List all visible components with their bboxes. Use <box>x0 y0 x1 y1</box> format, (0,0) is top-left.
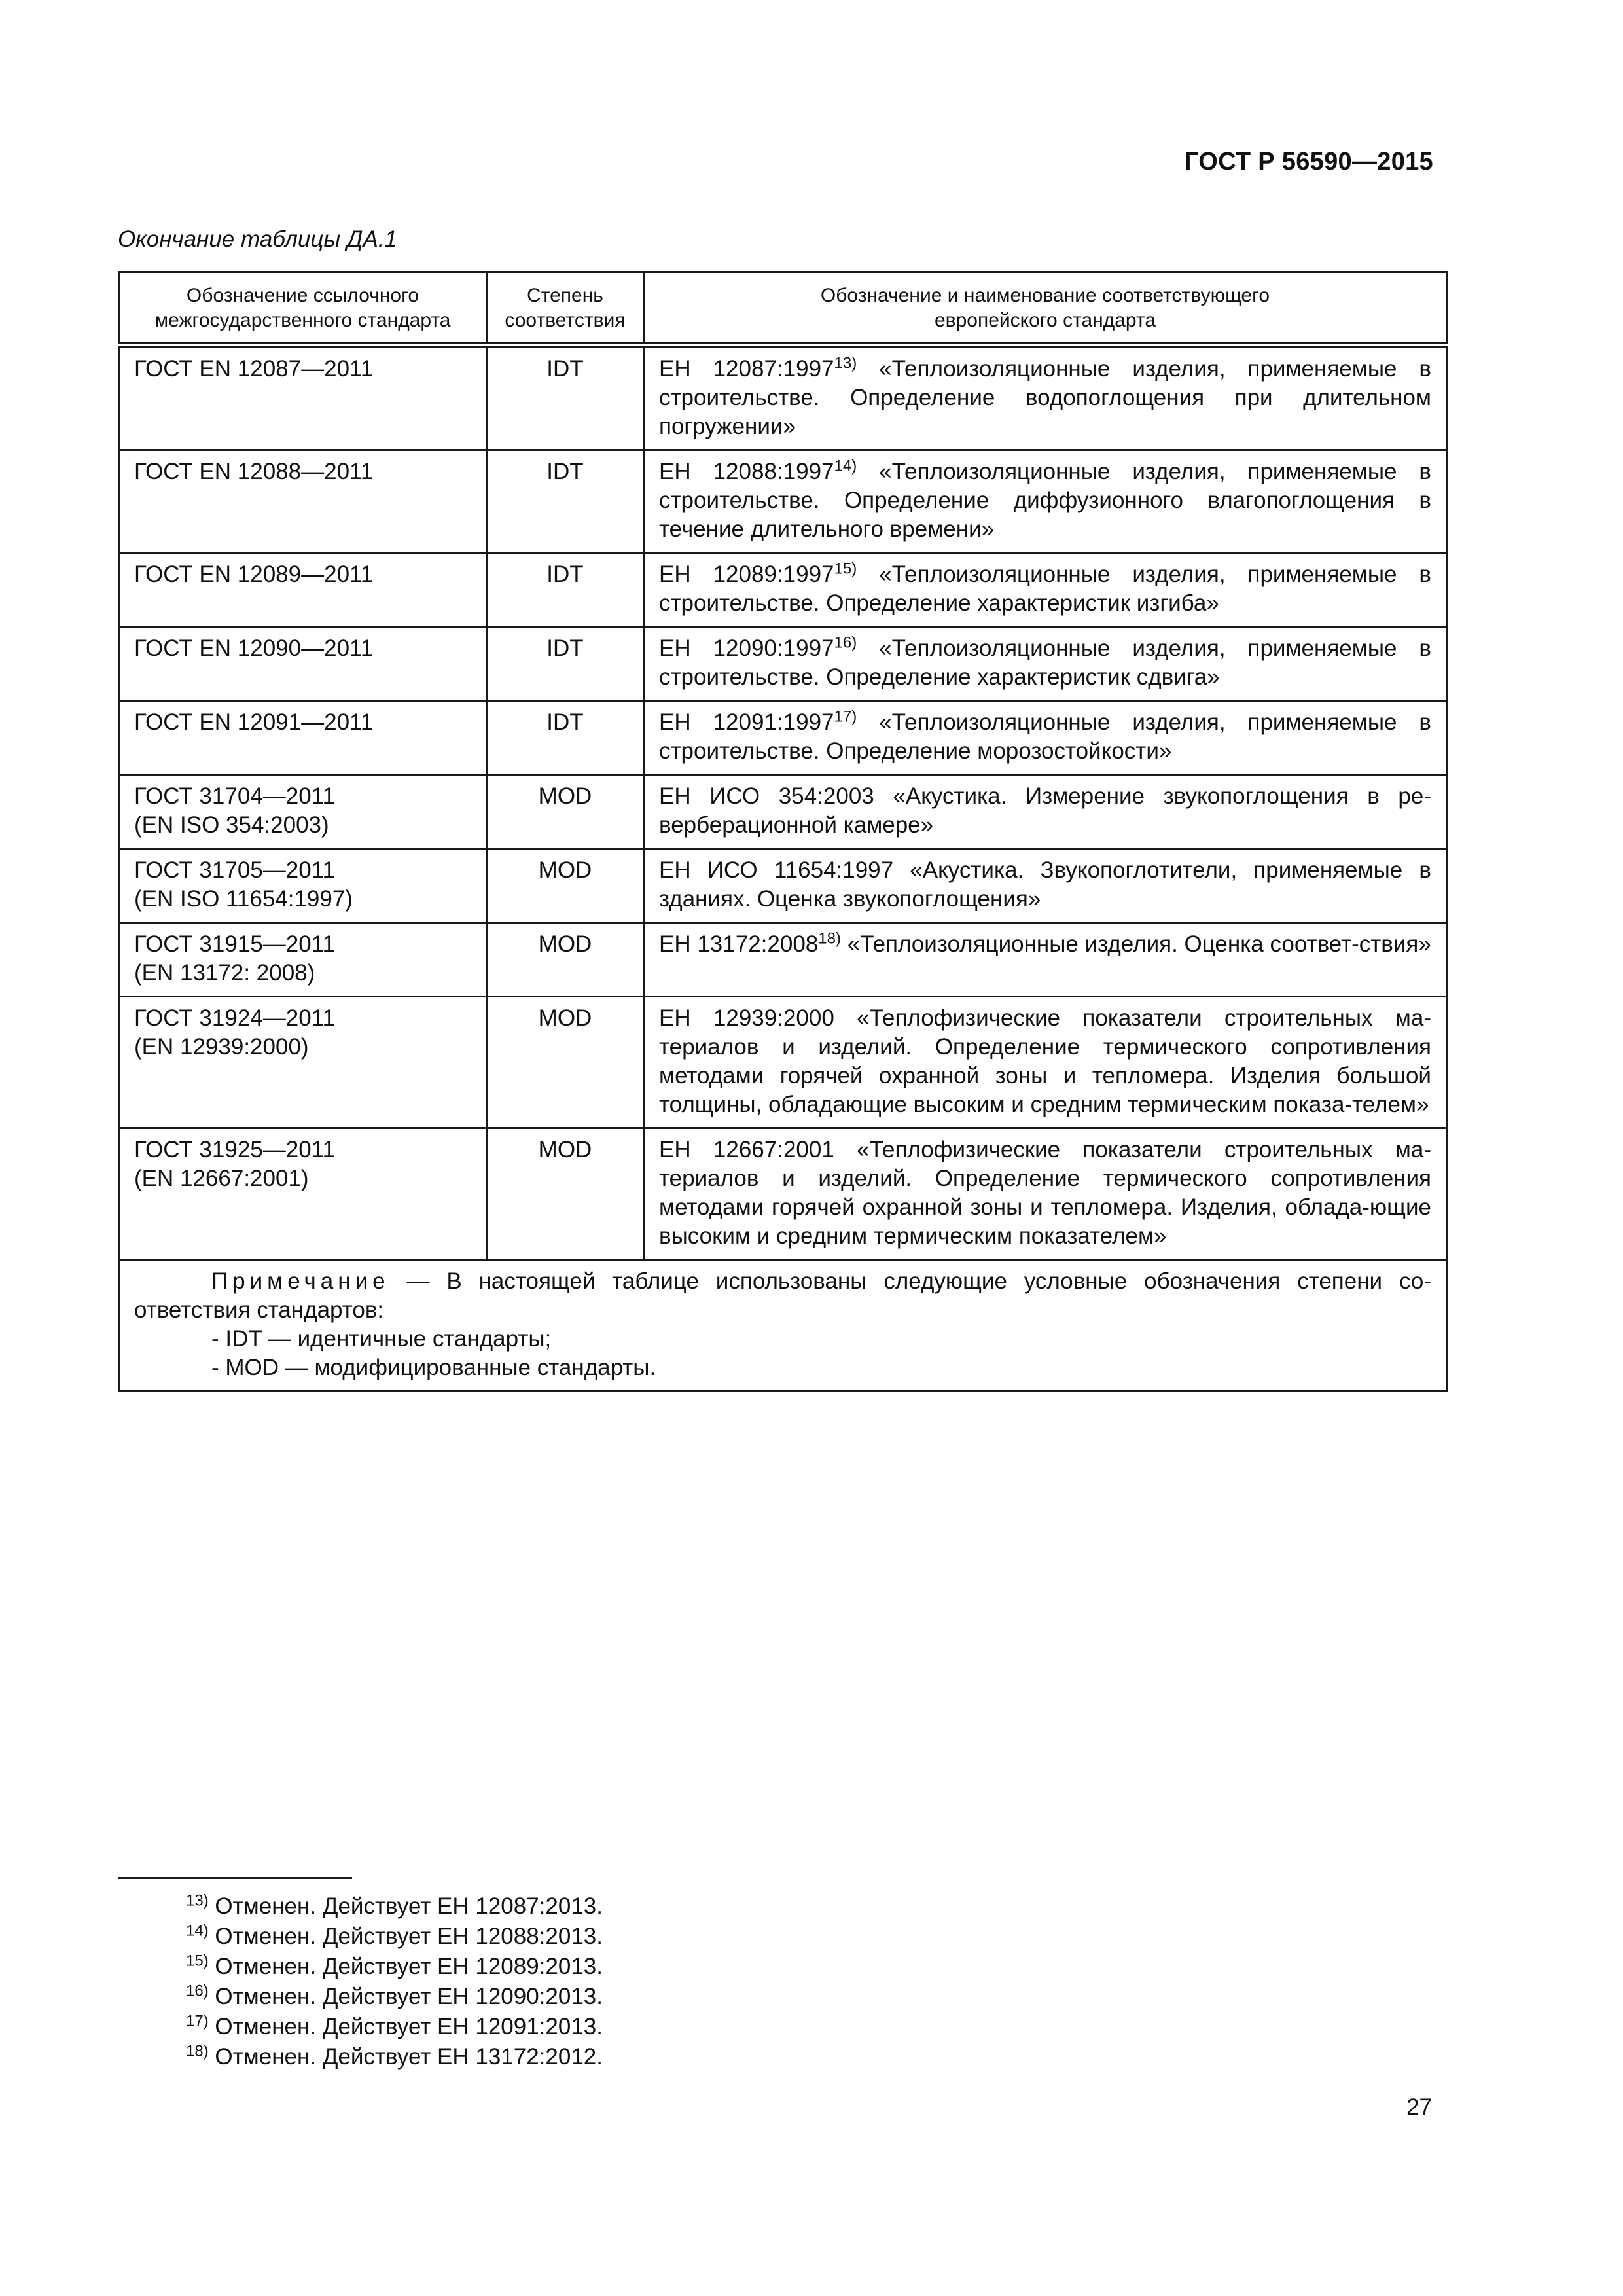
footnote <box>186 1922 603 1952</box>
footnote-number: 14) <box>186 1922 209 1940</box>
european-standard-cell <box>644 923 1447 997</box>
table-row <box>119 923 1447 997</box>
note-item-idt: - IDT — идентичные стандарты; <box>211 1326 552 1352</box>
header-european-standard: Обозначение и наименование соответствующего европейского стандарта <box>644 272 1447 346</box>
compliance-degree-cell: IDT <box>487 553 644 627</box>
footnote-text: Отменен. Действует ЕН 13172:2012. <box>208 2044 603 2070</box>
header-compliance-degree: Степень соответствия <box>487 272 644 346</box>
note-item-mod: - MOD — модифицированные стандарты. <box>211 1355 656 1380</box>
footnote-text: Отменен. Действует ЕН 12087:2013. <box>208 1893 603 1919</box>
table-caption: Окончание таблицы ДА.1 <box>118 226 397 252</box>
footnote-number: 18) <box>186 2042 209 2060</box>
footnote-ref: 17) <box>834 708 857 726</box>
european-standard-cell <box>644 849 1447 923</box>
european-standard-cell <box>644 701 1447 775</box>
reference-standard-cell: ГОСТ 31925—2011 (EN 12667:2001) <box>119 1128 487 1260</box>
en-code: ЕН ИСО 354:2003 <box>659 783 874 809</box>
en-title: «Теплоизоляционные изделия, применяемые в строительстве. Определение диффузионного влагопоглощения в течение длительного времени» <box>659 459 1431 542</box>
european-standard-cell <box>644 997 1447 1128</box>
table-row <box>119 775 1447 849</box>
en-code: ЕН 12089:1997 <box>659 562 834 587</box>
footnote-text: Отменен. Действует ЕН 12090:2013. <box>208 1984 603 2009</box>
en-code: ЕН 12090:1997 <box>659 636 834 661</box>
compliance-degree-cell: MOD <box>487 775 644 849</box>
compliance-degree-cell: MOD <box>487 997 644 1128</box>
footnotes <box>186 1892 603 2072</box>
table-row <box>119 346 1447 450</box>
table-row <box>119 627 1447 701</box>
note-label: Примечание <box>211 1268 390 1294</box>
european-standard-cell <box>644 627 1447 701</box>
footnote <box>186 2012 603 2042</box>
footnote-separator <box>118 1877 352 1879</box>
european-standard-cell <box>644 775 1447 849</box>
en-title: «Акустика. Измерение звукопоглощения в ре-верберационной камере» <box>659 783 1432 838</box>
footnote-ref: 13) <box>834 354 857 372</box>
footnote-text: Отменен. Действует ЕН 12088:2013. <box>208 1924 603 1949</box>
table-row <box>119 997 1447 1128</box>
en-title: «Теплоизоляционные изделия. Оценка соответ-ствия» <box>847 931 1431 957</box>
footnote-number: 17) <box>186 2012 209 2030</box>
en-title: «Теплоизоляционные изделия, применяемые в строительстве. Определение характеристик изгиба» <box>659 562 1431 616</box>
en-title: «Теплоизоляционные изделия, применяемые в строительстве. Определение характеристик сдвига» <box>659 636 1431 690</box>
compliance-degree-cell: IDT <box>487 701 644 775</box>
en-code: ЕН 12091:1997 <box>659 709 834 735</box>
footnote <box>186 1952 603 1982</box>
table-header-row <box>119 272 1447 346</box>
table-row <box>119 553 1447 627</box>
compliance-degree-cell: MOD <box>487 1128 644 1260</box>
compliance-degree-cell: IDT <box>487 627 644 701</box>
footnote-number: 15) <box>186 1952 209 1970</box>
table-note <box>119 1260 1447 1391</box>
compliance-degree-cell: IDT <box>487 450 644 553</box>
table-row <box>119 849 1447 923</box>
en-code: ЕН 12667:2001 <box>659 1137 834 1162</box>
footnote-ref: 18) <box>818 929 841 948</box>
en-title: «Теплоизоляционные изделия, применяемые в строительстве. Определение морозостойкости» <box>659 709 1431 764</box>
table-body <box>119 346 1447 1260</box>
footnote-text: Отменен. Действует ЕН 12089:2013. <box>208 1954 603 1979</box>
footnote <box>186 1892 603 1922</box>
european-standard-cell <box>644 346 1447 450</box>
european-standard-cell <box>644 1128 1447 1260</box>
footnote-ref: 14) <box>834 457 857 475</box>
footnote-text: Отменен. Действует ЕН 12091:2013. <box>208 2014 603 2039</box>
compliance-degree-cell: MOD <box>487 923 644 997</box>
reference-standard-cell: ГОСТ 31915—2011 (EN 13172: 2008) <box>119 923 487 997</box>
en-title: «Акустика. Звукопоглотители, применяемые в зданиях. Оценка звукопоглощения» <box>659 857 1431 912</box>
document-id: ГОСТ Р 56590—2015 <box>1184 148 1433 175</box>
reference-standard-cell: ГОСТ EN 12090—2011 <box>119 627 487 701</box>
european-standard-cell <box>644 450 1447 553</box>
footnote <box>186 1982 603 2012</box>
reference-standard-cell: ГОСТ EN 12088—2011 <box>119 450 487 553</box>
note-text: В настоящей таблице использованы следующие условные обозначения степени со-ответствия стандартов: <box>134 1268 1432 1323</box>
en-title: «Теплоизоляционные изделия, применяемые в строительстве. Определение водопоглощения при длительном погружении» <box>659 356 1431 439</box>
en-code: ЕН ИСО 11654:1997 <box>659 857 894 883</box>
en-title: «Теплофизические показатели строительных ма-териалов и изделий. Определение термического сопротивления методами горячей охранной зоны и тепломера. Изделия, облада-ющие высоким и средним термическим показателем» <box>659 1137 1431 1249</box>
european-standard-cell <box>644 553 1447 627</box>
compliance-degree-cell: MOD <box>487 849 644 923</box>
standards-table <box>118 271 1448 1392</box>
header-reference-standard: Обозначение ссылочного межгосударственного стандарта <box>119 272 487 346</box>
en-code: ЕН 13172:2008 <box>659 931 819 957</box>
reference-standard-cell: ГОСТ 31704—2011 (EN ISO 354:2003) <box>119 775 487 849</box>
footnote-number: 16) <box>186 1982 209 2000</box>
en-code: ЕН 12939:2000 <box>659 1005 834 1031</box>
reference-standard-cell: ГОСТ EN 12089—2011 <box>119 553 487 627</box>
reference-standard-cell: ГОСТ 31705—2011 (EN ISO 11654:1997) <box>119 849 487 923</box>
footnote-ref: 15) <box>834 560 857 578</box>
reference-standard-cell: ГОСТ 31924—2011 (EN 12939:2000) <box>119 997 487 1128</box>
table-row <box>119 450 1447 553</box>
footnote-number: 13) <box>186 1892 209 1910</box>
reference-standard-cell: ГОСТ EN 12091—2011 <box>119 701 487 775</box>
table-note-row <box>119 1260 1447 1391</box>
en-code: ЕН 12087:1997 <box>659 356 834 382</box>
note-dash: — <box>389 1268 447 1294</box>
footnote-ref: 16) <box>834 634 857 652</box>
page-number: 27 <box>1406 2094 1432 2120</box>
table-row <box>119 1128 1447 1260</box>
compliance-degree-cell: IDT <box>487 346 644 450</box>
reference-standard-cell: ГОСТ EN 12087—2011 <box>119 346 487 450</box>
en-code: ЕН 12088:1997 <box>659 459 834 484</box>
footnote <box>186 2042 603 2072</box>
table-row <box>119 701 1447 775</box>
en-title: «Теплофизические показатели строительных ма-териалов и изделий. Определение термического сопротивления методами горячей охранной зоны и тепломера. Изделия большой толщины, обладающие высоким и средним термическим показа-телем» <box>659 1005 1431 1117</box>
